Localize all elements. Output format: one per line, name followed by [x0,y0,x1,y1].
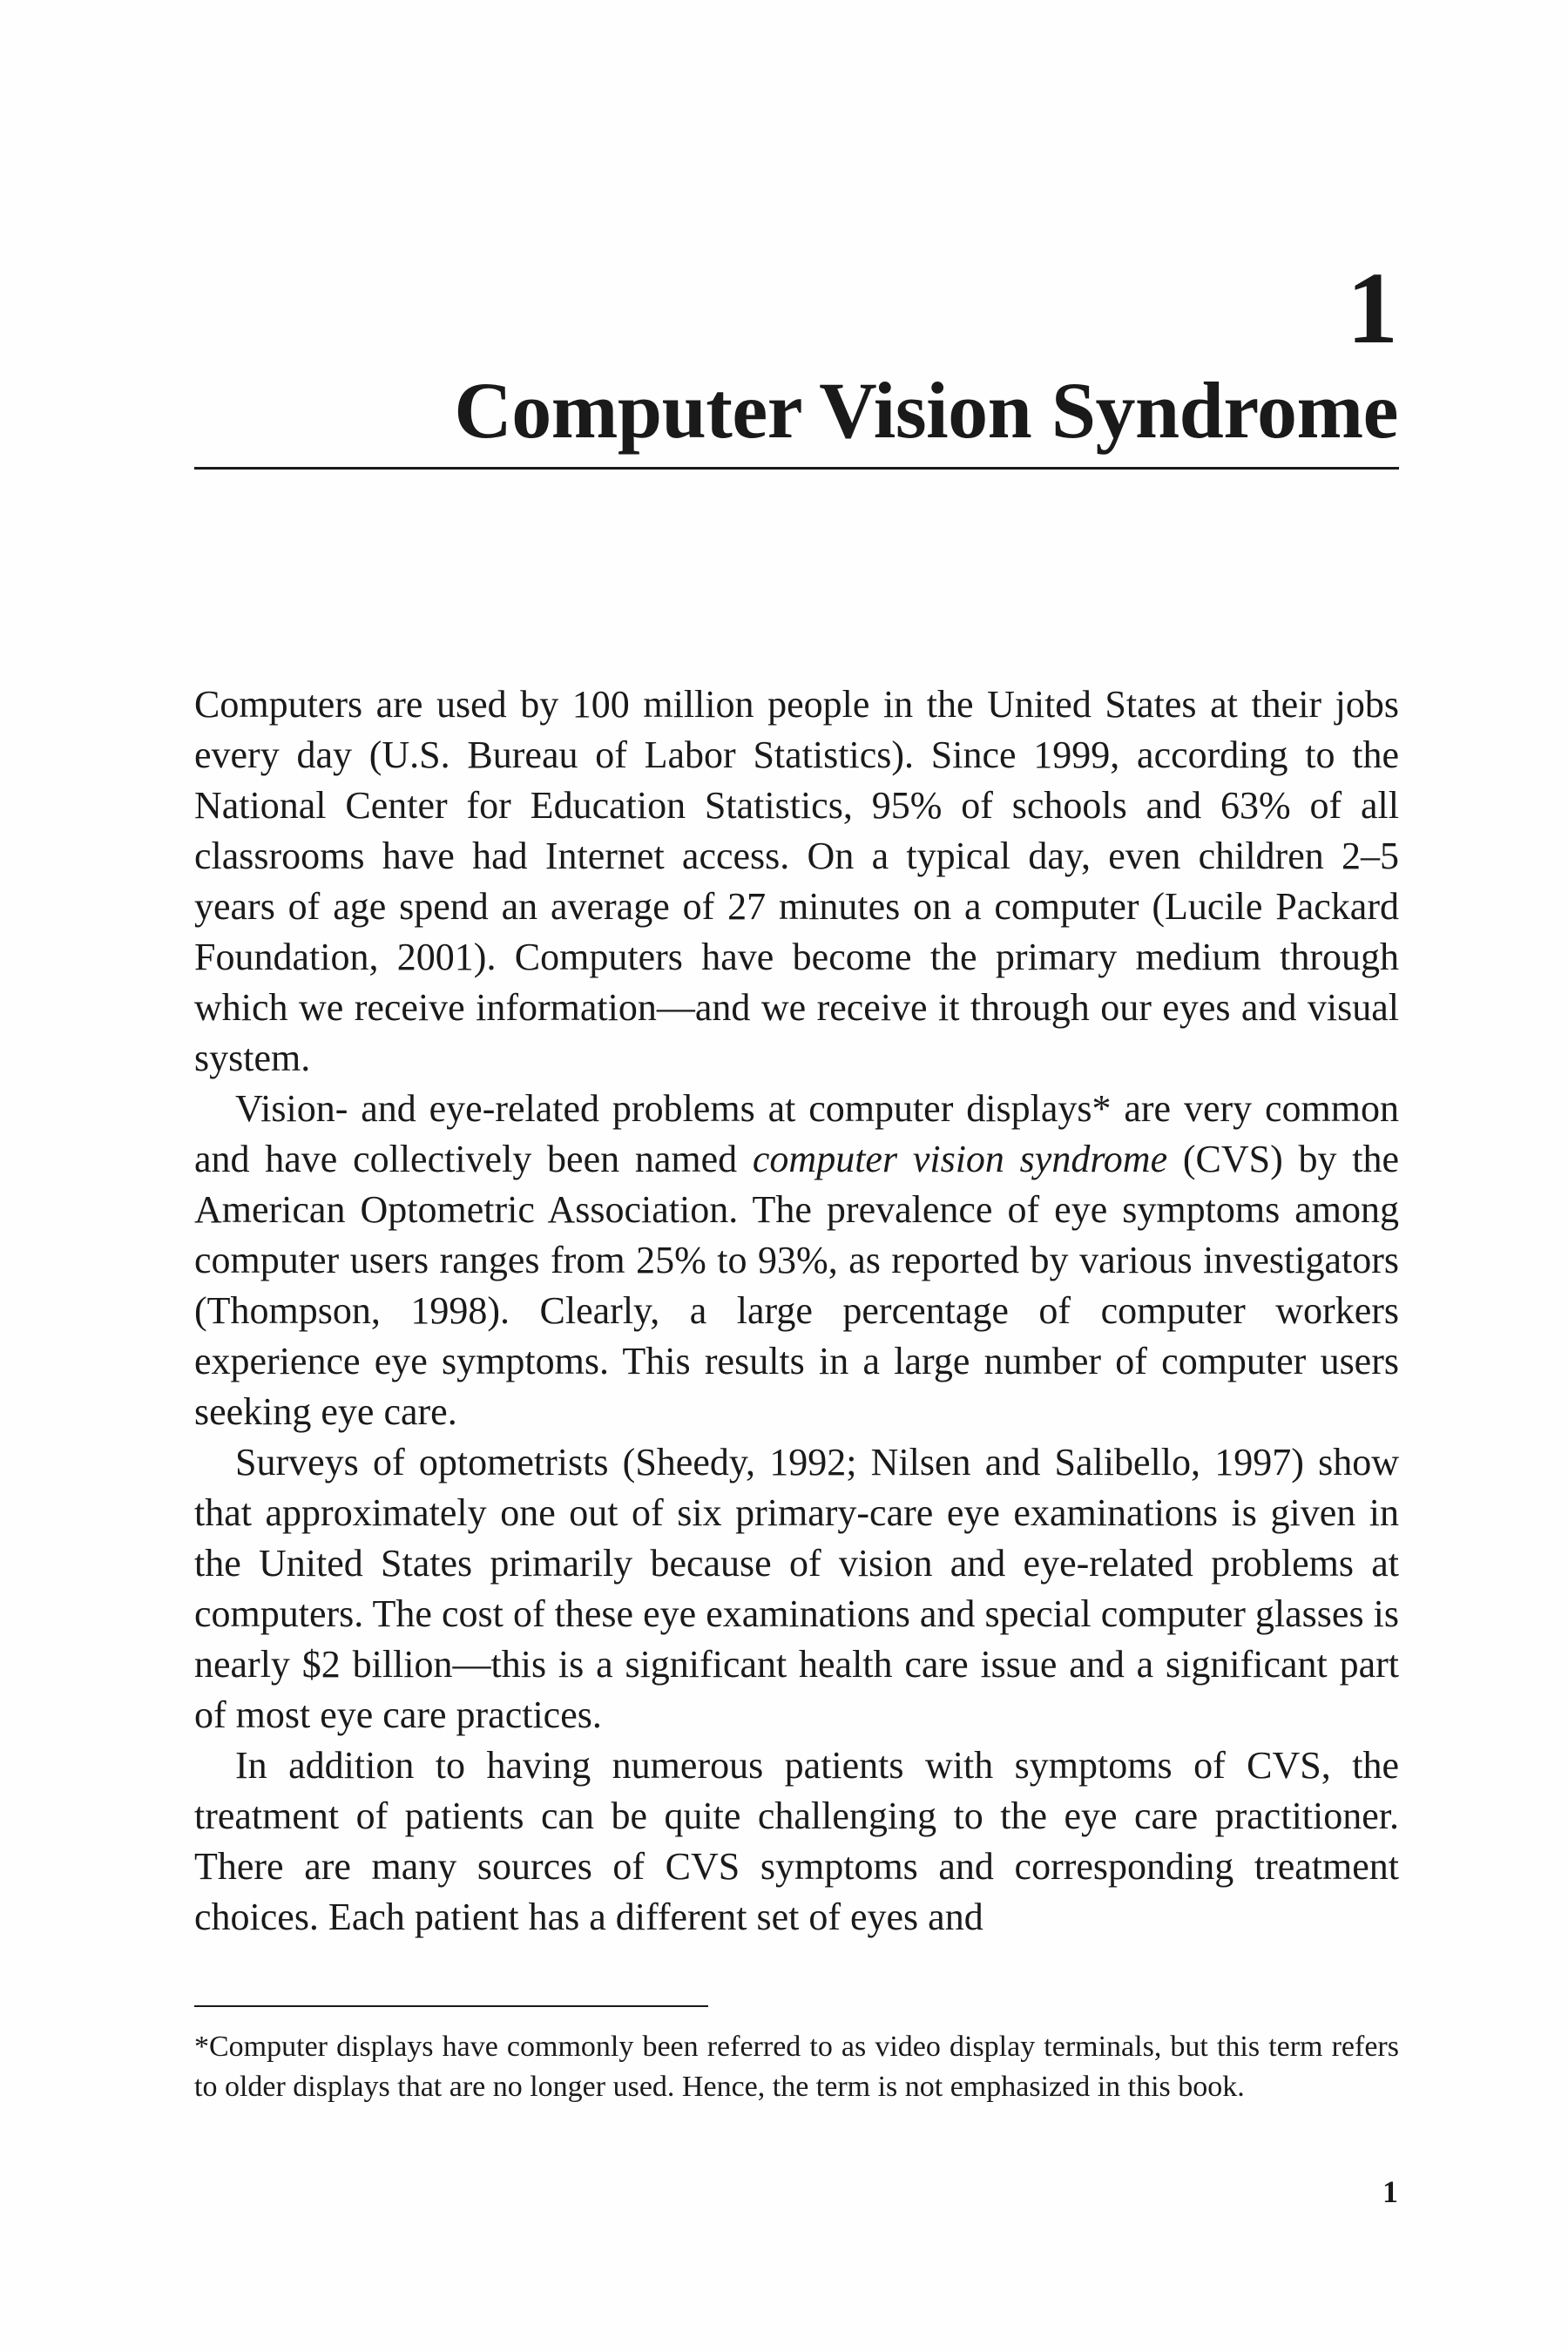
chapter-title: Computer Vision Syndrome [454,366,1398,455]
paragraph-1: Computers are used by 100 million people in the United States at their jobs every day (U.S. Bureau of Labor Statistics). Since 1999, according to the National Center for Education Statistics, 95% of schools and 63% of all classrooms have had Internet access. On a typical day, even children 2–5 years of age spend an average of 27 minutes on a computer (Lucile Packard Foundation, 2001). Computers have become the primary medium through which we receive information—and we receive it through our eyes and visual system. [194,683,1399,1079]
footnote: *Computer displays have commonly been referred to as video display terminals, but this term refers to older displays that are no longer used. Hence, the term is not emphasized in this book. [194,2031,1399,2103]
paragraph-3: Surveys of optometrists (Sheedy, 1992; Nilsen and Salibello, 1997) show that approximately one out of six primary-care eye examinations is given in the United States primarily because of vision and eye-related problems at computers. The cost of these eye examinations and special computer glasses is nearly $2 billion—this is a significant health care issue and a significant part of most eye care practices. [194,1441,1399,1736]
body-text [194,679,1399,1943]
paragraph-4: In addition to having numerous patients with symptoms of CVS, the treatment of patients can be quite challenging to the eye care practitioner. There are many sources of CVS symptoms and corresponding treatment choices. Each patient has a different set of eyes and [194,1744,1399,1938]
chapter-number: 1 [1347,251,1398,365]
paragraph-2-emphasis: computer vision syndrome [752,1138,1168,1180]
footnote-rule [194,2005,708,2007]
title-rule [194,467,1399,470]
paragraph-2 [194,1084,1399,1437]
paragraph-2-text-before: Vision- and eye-related problems at computer displays* are very common and have collectively been named [194,1087,1399,1180]
page-number: 1 [1382,2174,1398,2209]
paragraph-2-text-after: (CVS) by the American Optometric Association. The prevalence of eye symptoms among computer users ranges from 25% to 93%, as reported by various investigators (Thompson, 1998). Clearly, a large percentage of computer workers experience eye symptoms. This results in a large number of computer users seeking eye care. [194,1138,1399,1433]
